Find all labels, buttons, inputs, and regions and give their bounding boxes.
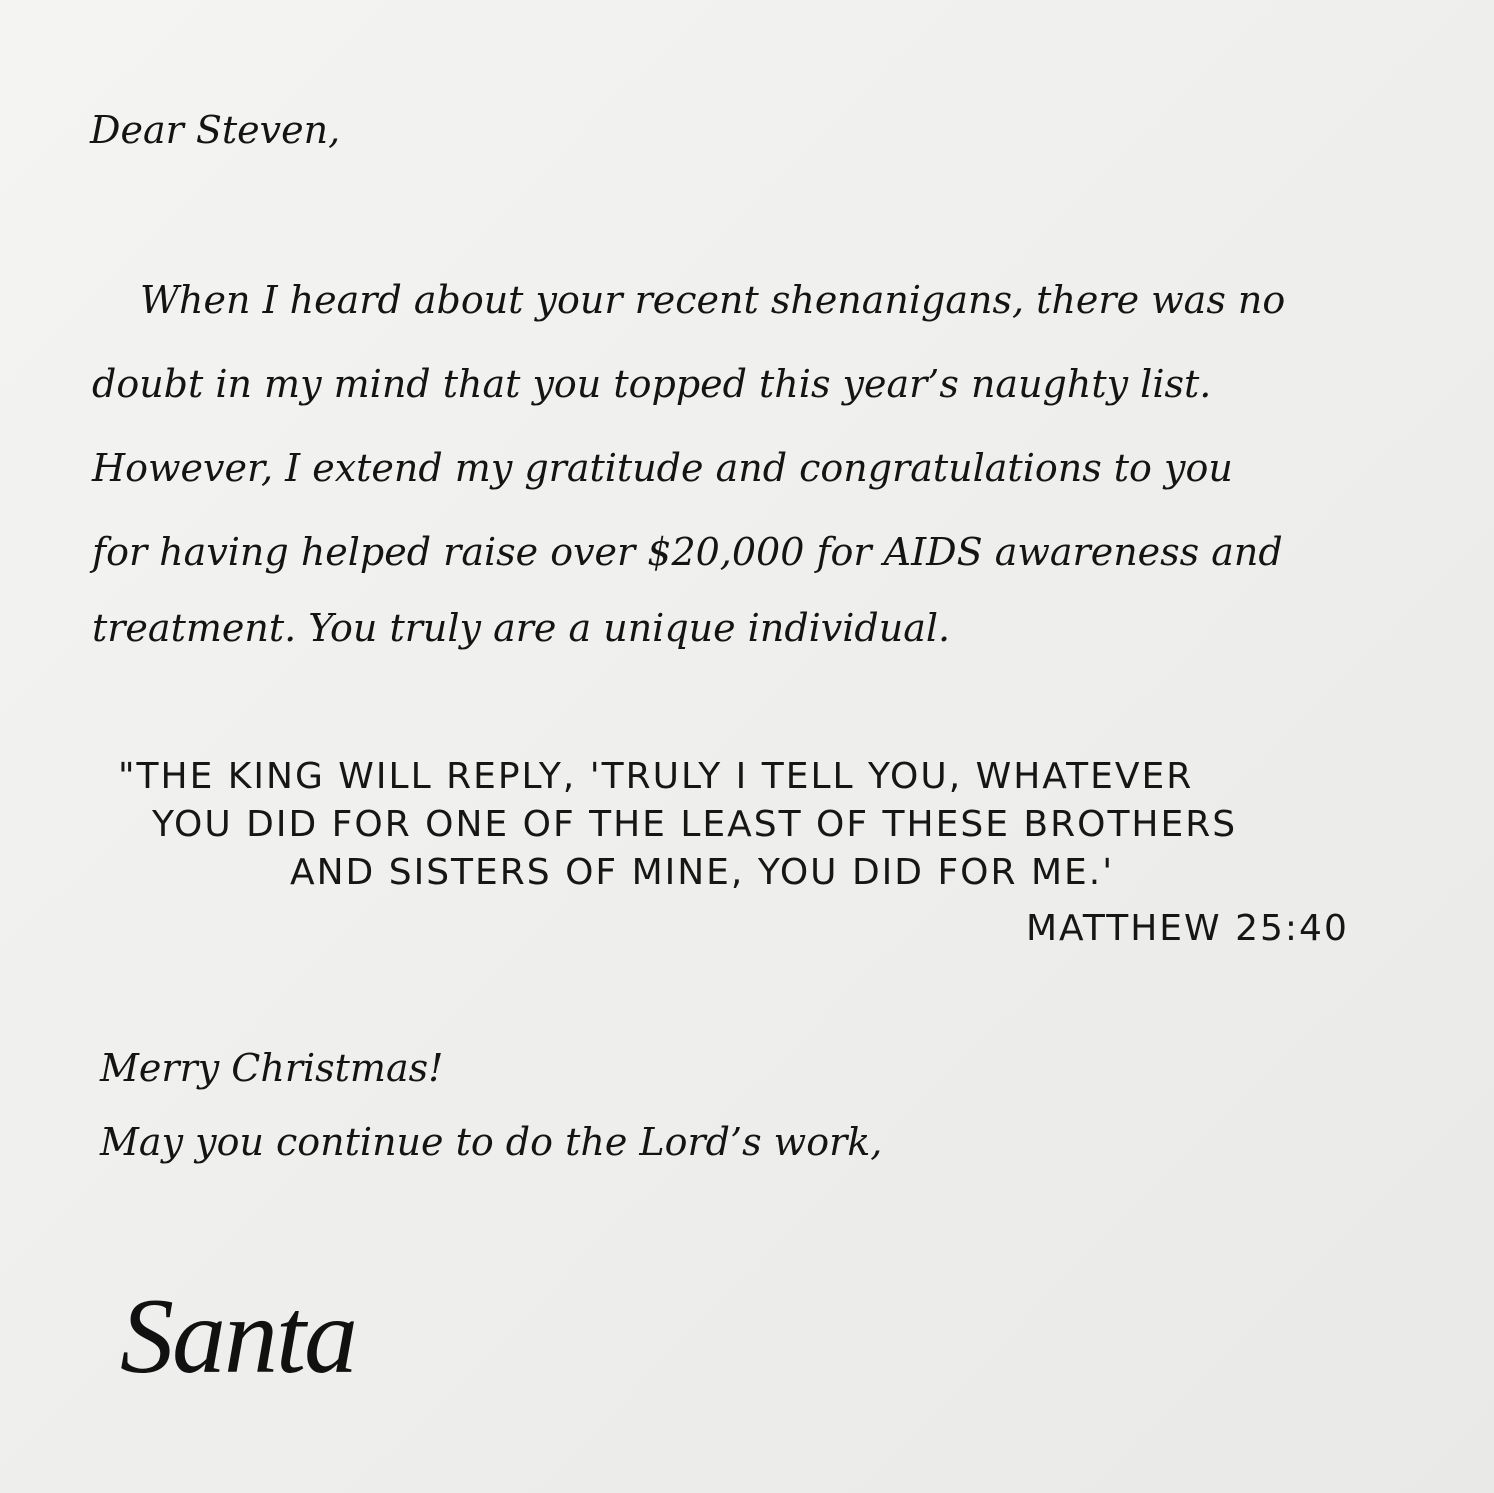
closing-line: May you continue to do the Lord’s work,: [100, 1120, 883, 1164]
body-line: However, I extend my gratitude and congratulations to you: [92, 446, 1233, 490]
closing-line: Merry Christmas!: [100, 1046, 444, 1090]
body-line: doubt in my mind that you topped this year’s naughty list.: [92, 362, 1212, 406]
scripture-quote-line: YOU DID FOR ONE OF THE LEAST OF THESE BROTHERS: [152, 804, 1238, 845]
body-line: for having helped raise over $20,000 for AIDS awareness and: [92, 530, 1283, 574]
scripture-quote-line: "THE KING WILL REPLY, 'TRULY I TELL YOU, WHATEVER: [118, 756, 1194, 797]
body-line: treatment. You truly are a unique individual.: [92, 606, 951, 650]
scripture-citation: MATTHEW 25:40: [1026, 908, 1349, 949]
signature: Santa: [120, 1277, 357, 1396]
body-line: When I heard about your recent shenanigans, there was no: [140, 278, 1286, 322]
greeting: Dear Steven,: [90, 108, 341, 152]
scripture-quote-line: AND SISTERS OF MINE, YOU DID FOR ME.': [290, 852, 1115, 893]
